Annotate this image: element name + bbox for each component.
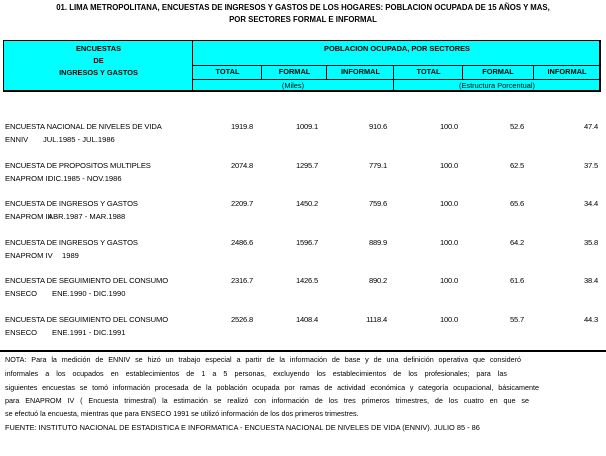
- header-divider: [193, 65, 600, 66]
- value-total-thousands: 1919.8: [230, 122, 253, 131]
- survey-name: ENCUESTA NACIONAL DE NIVELES DE VIDA: [5, 122, 162, 131]
- value-formal-percent: 64.2: [510, 237, 524, 247]
- table-subtitle: POR SECTORES FORMAL E INFORMAL: [229, 15, 377, 24]
- value-formal-percent: 65.6: [510, 199, 524, 209]
- value-formal-thousands: 1295.7: [295, 160, 318, 170]
- value-formal-thousands: 1009.1: [295, 122, 318, 131]
- note-line: se efectuó la encuesta, mientras que para ENSECO 1991 se utilizó información de los dos primeros trimestres.: [5, 409, 359, 418]
- header-units-percent: (Estructura Porcentual): [459, 81, 535, 90]
- value-informal-percent: 47.4: [584, 122, 598, 131]
- value-total-percent: 100.0: [439, 199, 458, 209]
- survey-period: ENE.1991 - DIC.1991: [52, 328, 126, 337]
- value-formal-thousands: 1408.4: [295, 315, 318, 324]
- value-informal-thousands: 889.9: [368, 237, 387, 247]
- value-total-thousands: 2316.7: [230, 276, 253, 286]
- header-col-total-percent: TOTAL: [416, 67, 441, 76]
- value-informal-percent: 35.8: [584, 237, 598, 247]
- value-total-thousands: 2074.8: [230, 160, 253, 170]
- survey-name: ENCUESTA DE SEGUIMIENTO DEL CONSUMO: [5, 315, 169, 324]
- table-header: [3, 40, 601, 92]
- value-total-percent: 100.0: [439, 160, 458, 170]
- header-divider: [193, 79, 600, 80]
- value-total-percent: 100.0: [439, 122, 458, 131]
- value-formal-thousands: 1450.2: [295, 199, 318, 209]
- value-formal-thousands: 1596.7: [295, 237, 318, 247]
- survey-period: ABR.1987 - MAR.1988: [48, 212, 126, 222]
- value-informal-thousands: 890.2: [368, 276, 387, 286]
- notes-separator: [0, 350, 606, 352]
- table-row: [0, 276, 606, 306]
- table-row: [0, 238, 606, 268]
- header-survey-line-1: ENCUESTAS: [75, 44, 122, 53]
- note-line: para ENAPROM IV ( Encuesta trimestral) la estimación se realizó con información de los tres primeros trimestres, de los cuatro en que se: [5, 396, 529, 405]
- value-formal-percent: 55.7: [510, 315, 524, 324]
- header-col-formal-percent: FORMAL: [482, 67, 514, 76]
- note-line: informales a los ocupados en establecimientos de 1 a 5 personas, excluyendo los establecimientos de los profesionales; para las: [5, 369, 507, 378]
- survey-period: DIC.1985 - NOV.1986: [48, 173, 122, 183]
- value-informal-percent: 44.3: [584, 315, 598, 324]
- survey-name: ENCUESTA DE INGRESOS Y GASTOS: [5, 199, 138, 209]
- survey-code: ENSECO: [5, 328, 38, 337]
- survey-period: 1989: [62, 250, 79, 260]
- value-total-percent: 100.0: [439, 315, 458, 324]
- table-row: [0, 199, 606, 229]
- table-title: 01. LIMA METROPOLITANA, ENCUESTAS DE INGRESOS Y GASTOS DE LOS HOGARES: POBLACION OCUPADA DE 15 AÑOS Y MAS,: [56, 3, 550, 12]
- table-row: [0, 161, 606, 191]
- value-informal-thousands: 759.6: [368, 199, 387, 209]
- value-informal-thousands: 779.1: [368, 160, 387, 170]
- value-total-percent: 100.0: [439, 276, 458, 286]
- value-total-thousands: 2526.8: [230, 315, 253, 324]
- value-informal-percent: 38.4: [584, 276, 598, 286]
- survey-code: ENNIV: [5, 135, 29, 144]
- survey-name: ENCUESTA DE SEGUIMIENTO DEL CONSUMO: [5, 276, 169, 286]
- note-line: siguientes encuestas se tomó información procesada de la población ocupada por ramas de actividad económica y categoría ocupacional, básicamente: [5, 383, 539, 392]
- value-informal-thousands: 1118.4: [366, 315, 387, 324]
- note-line: NOTA: Para la medición de ENNIV se hizó un trabajo especial a partir de la información de base y de una definición operativa que consideró: [5, 355, 521, 364]
- value-formal-thousands: 1426.5: [295, 276, 318, 286]
- survey-code: ENAPROM III: [5, 212, 52, 222]
- header-col-informal-thousands: INFORMAL: [341, 67, 380, 76]
- source-note: FUENTE: INSTITUTO NACIONAL DE ESTADISTICA E INFORMATICA - ENCUESTA NACIONAL DE NIVELES DE VIDA (ENNIV). JULIO 85 - 86: [5, 423, 480, 432]
- table-row: [0, 315, 606, 345]
- survey-code: ENAPROM II: [5, 173, 50, 183]
- header-col-informal-percent: INFORMAL: [547, 67, 587, 76]
- header-col-total-thousands: TOTAL: [215, 67, 240, 76]
- header-units-thousands: (Miles): [281, 81, 305, 90]
- value-informal-thousands: 910.6: [368, 122, 387, 131]
- header-survey-line-3: INGRESOS Y GASTOS: [59, 68, 138, 77]
- value-formal-percent: 61.6: [510, 276, 524, 286]
- value-total-thousands: 2209.7: [230, 199, 253, 209]
- value-formal-percent: 52.6: [510, 122, 524, 131]
- value-informal-percent: 34.4: [584, 199, 598, 209]
- table-row: [0, 122, 606, 152]
- survey-period: ENE.1990 - DIC.1990: [52, 289, 126, 299]
- survey-code: ENAPROM IV: [5, 250, 53, 260]
- value-total-thousands: 2486.6: [230, 237, 253, 247]
- survey-name: ENCUESTA DE INGRESOS Y GASTOS: [5, 237, 138, 247]
- survey-period: JUL.1985 - JUL.1986: [43, 135, 115, 144]
- survey-code: ENSECO: [5, 289, 38, 299]
- value-total-percent: 100.0: [439, 237, 458, 247]
- survey-name: ENCUESTA DE PROPOSITOS MULTIPLES: [5, 160, 151, 170]
- header-col-formal-thousands: FORMAL: [278, 67, 311, 76]
- value-informal-percent: 37.5: [584, 160, 598, 170]
- value-formal-percent: 62.5: [510, 160, 524, 170]
- header-group: POBLACION OCUPADA, POR SECTORES: [324, 44, 470, 53]
- header-survey-line-2: DE: [93, 56, 104, 65]
